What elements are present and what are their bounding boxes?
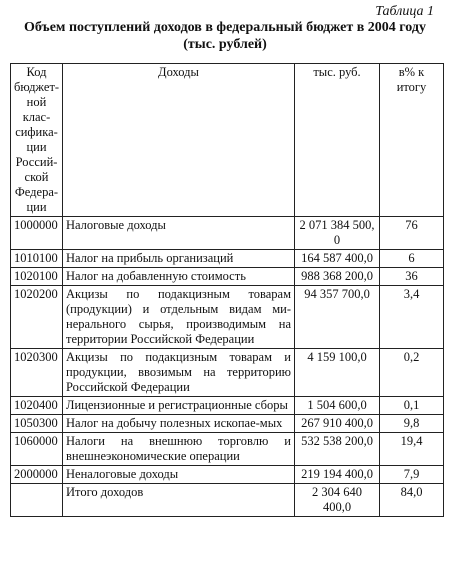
row-amount: 2 304 640 400,0 xyxy=(295,484,380,517)
row-income-name: Акцизы по подакцизным товарам (продукции) и отдельным видам ми-нерального сырья, производимым на территории Российской Федерации xyxy=(63,286,295,349)
row-amount: 267 910 400,0 xyxy=(295,415,380,433)
row-income-name: Налог на добычу полезных ископае-мых xyxy=(63,415,295,433)
row-income-name: Налоги на внешнюю торговлю и внешнеэкономические операции xyxy=(63,433,295,466)
row-code: 1020400 xyxy=(11,397,63,415)
table-row xyxy=(11,349,444,397)
row-income-name: Неналоговые доходы xyxy=(63,466,295,484)
header-income: Доходы xyxy=(63,64,295,217)
header-percent: в% к итогу xyxy=(380,64,444,217)
row-code: 1000000 xyxy=(11,217,63,250)
table-row xyxy=(11,286,444,349)
row-percent: 0,1 xyxy=(380,397,444,415)
row-percent: 6 xyxy=(380,250,444,268)
table-body xyxy=(11,217,444,517)
table-row xyxy=(11,433,444,466)
row-percent: 84,0 xyxy=(380,484,444,517)
row-percent: 76 xyxy=(380,217,444,250)
title-line-1: Объем поступлений доходов в федеральный бюджет в 2004 году xyxy=(24,20,426,35)
row-amount: 164 587 400,0 xyxy=(295,250,380,268)
row-amount: 94 357 700,0 xyxy=(295,286,380,349)
document-title xyxy=(0,19,450,53)
row-income-name: Лицензионные и регистрационные сборы xyxy=(63,397,295,415)
row-income-name: Налог на прибыль организаций xyxy=(63,250,295,268)
row-percent: 3,4 xyxy=(380,286,444,349)
row-code: 1020100 xyxy=(11,268,63,286)
row-income-name: Налог на добавленную стоимость xyxy=(63,268,295,286)
table-row xyxy=(11,217,444,250)
table-number: Таблица 1 xyxy=(375,4,434,19)
row-code: 1060000 xyxy=(11,433,63,466)
table-row xyxy=(11,415,444,433)
table-row xyxy=(11,268,444,286)
row-code: 1010100 xyxy=(11,250,63,268)
table-row xyxy=(11,397,444,415)
header-code: Код бюджет-ной клас-сифика-ции Россий-ской Федера-ции xyxy=(11,64,63,217)
row-percent: 9,8 xyxy=(380,415,444,433)
row-percent: 36 xyxy=(380,268,444,286)
table-header-row xyxy=(11,64,444,217)
title-line-2: (тыс. рублей) xyxy=(183,37,267,52)
table-row xyxy=(11,484,444,517)
row-code: 2000000 xyxy=(11,466,63,484)
revenue-table xyxy=(10,63,444,517)
row-amount: 1 504 600,0 xyxy=(295,397,380,415)
row-code: 1020200 xyxy=(11,286,63,349)
row-code xyxy=(11,484,63,517)
row-amount: 532 538 200,0 xyxy=(295,433,380,466)
row-amount: 988 368 200,0 xyxy=(295,268,380,286)
row-income-name: Итого доходов xyxy=(63,484,295,517)
row-percent: 19,4 xyxy=(380,433,444,466)
header-amount: тыс. руб. xyxy=(295,64,380,217)
row-amount: 2 071 384 500, 0 xyxy=(295,217,380,250)
table-row xyxy=(11,250,444,268)
row-code: 1050300 xyxy=(11,415,63,433)
row-amount: 4 159 100,0 xyxy=(295,349,380,397)
row-code: 1020300 xyxy=(11,349,63,397)
row-percent: 0,2 xyxy=(380,349,444,397)
row-percent: 7,9 xyxy=(380,466,444,484)
table-row xyxy=(11,466,444,484)
row-income-name: Акцизы по подакцизным товарам и продукции, ввозимым на территорию Российской Федерации xyxy=(63,349,295,397)
row-income-name: Налоговые доходы xyxy=(63,217,295,250)
row-amount: 219 194 400,0 xyxy=(295,466,380,484)
